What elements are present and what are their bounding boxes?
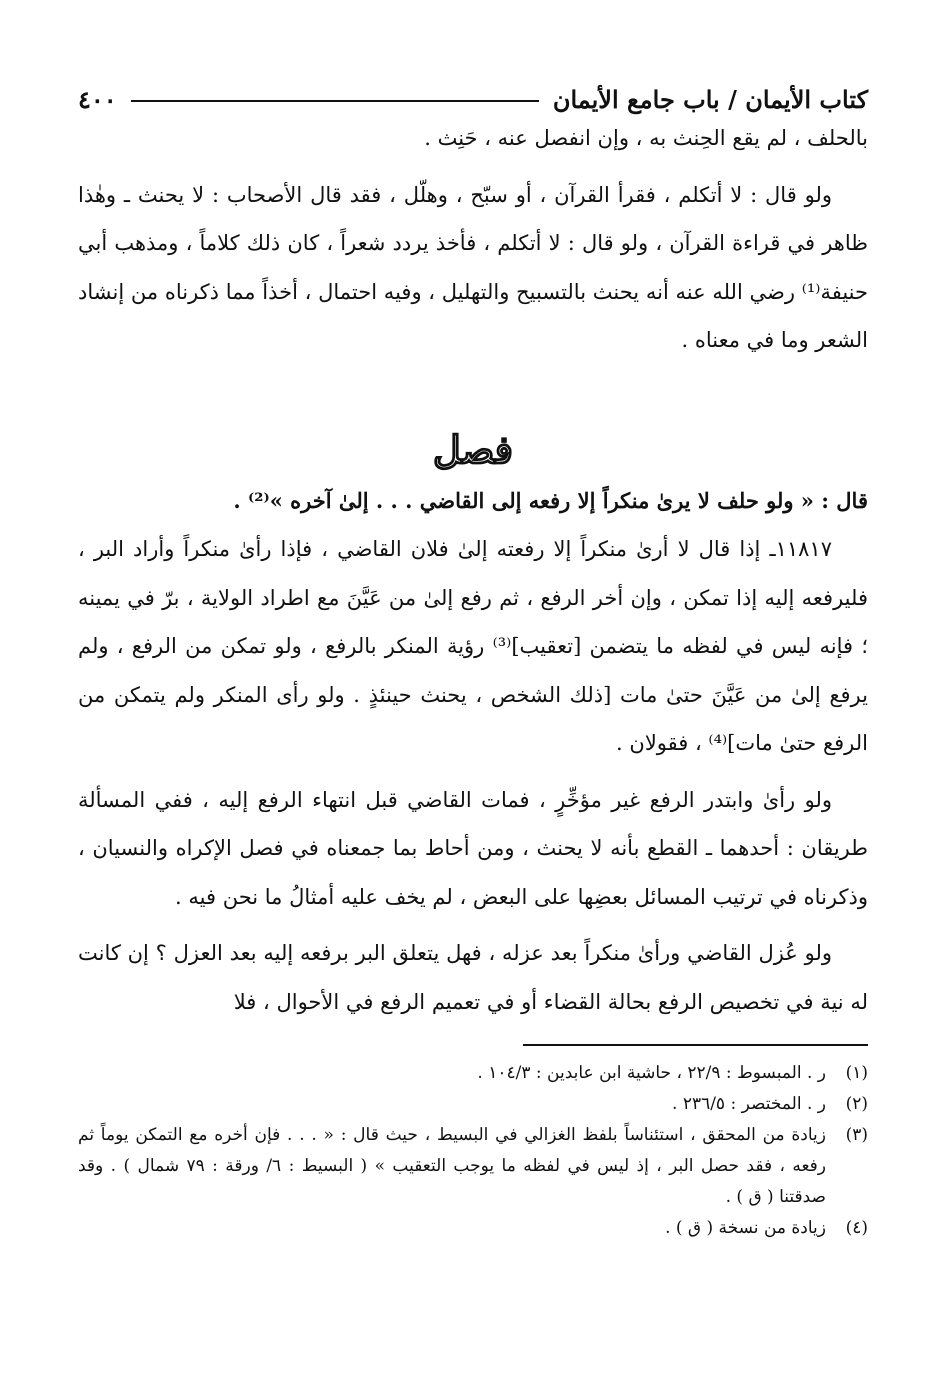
footnote-text: ر . المختصر : ٢٣٦/٥ .: [672, 1094, 826, 1114]
footnote-text: ر . المبسوط : ٢٢/٩ ، حاشية ابن عابدين : ١٠٤/٣ .: [477, 1063, 826, 1083]
footnote-number: (٤): [845, 1218, 868, 1238]
paragraph-1: بالحلف ، لم يقع الحِنث به ، وإن انفصل عنه ، حَنِث .: [424, 126, 868, 150]
footnote-number: (١): [845, 1063, 868, 1083]
paragraph-5: ولو عُزل القاضي ورأىٰ منكراً بعد عزله ، فهل يتعلق البر برفعه إليه بعد العزل ؟ إن كانت له نية في تخصيص الرفع بحالة القضاء أو في تعميم الرفع في الأحوال ، فلا: [78, 941, 868, 1014]
footnote-text: زيادة من نسخة ( ق ) .: [665, 1218, 826, 1238]
footnote-separator: [523, 1044, 868, 1046]
footnote-text: زيادة من المحقق ، استئناساً بلفظ الغزالي في البسيط ، حيث قال : « . . . فإن أخره مع التمكن يوماً ثم رفعه ، فقد حصل البر ، إذ ليس في لفظه ما يوجب التعقيب » ( البسيط : ٦/ ورقة : ٧٩ شمال ) . وقد صدقتنا ( ق ) .: [78, 1125, 826, 1207]
quoted-statement: قال : « ولو حلف لا يرىٰ منكراً إلا رفعه إلى القاضي . . . إلىٰ آخره »⁽²⁾ .: [233, 487, 868, 513]
header-rule: [131, 100, 539, 102]
fasl-calligraphy: [418, 423, 528, 477]
fasl-text: فصل: [433, 426, 513, 472]
footnote-3: [78, 1120, 868, 1213]
footnote-number: (٢): [845, 1094, 868, 1114]
footnote-4: [78, 1213, 868, 1244]
footnotes: [78, 1058, 868, 1244]
paragraph-4: ولو رأىٰ وابتدر الرفع غير مؤخِّرٍ ، فمات القاضي قبل انتهاء الرفع إليه ، ففي المسألة طريقان : أحدهما ـ القطع بأنه لا يحنث ، ومن أحاط بما جمعناه في فصل الإكراه والنسيان ، وذكرناه في ترتيب المسائل بعضِها على البعض ، لم يخف عليه أمثالُ ما نحن فيه .: [78, 787, 868, 909]
page-number: ٤٠٠: [78, 85, 117, 114]
book-page: [78, 72, 868, 1244]
paragraph-2: ولو قال : لا أتكلم ، فقرأ القرآن ، أو سبّح ، وهلّل ، فقد قال الأصحاب : لا يحنث ـ وهٰذا ظاهر في قراءة القرآن ، ولو قال : لا أتكلم ، فأخذ يردد شعراً ، كان ذلك كلاماً ، ومذهب أبي حنيفة⁽¹⁾ رضي الله عنه أنه يحنث بالتسبيح والتهليل ، وفيه احتمال ، أخذاً مما ذكرناه من إنشاد الشعر وما في معناه .: [78, 182, 868, 352]
header-title: كتاب الأيمان / باب جامع الأيمان: [552, 85, 868, 114]
footnote-number: (٣): [845, 1125, 868, 1145]
footnote-1: [78, 1058, 868, 1089]
paragraph-3: ١١٨١٧ـ إذا قال لا أرىٰ منكراً إلا رفعته إلىٰ فلان القاضي ، فإذا رأىٰ منكراً وأراد البر ، فليرفعه إليه إذا تمكن ، وإن أخر الرفع ، ثم رفع إلىٰ من عَيَّنَ مع اطراد الولاية ، برّ في يمينه ؛ فإنه ليس في لفظه ما يتضمن [تعقيب]⁽³⁾ رؤية المنكر بالرفع ، ولو تمكن من الرفع ، ولم يرفع إلىٰ من عَيَّنَ حتىٰ مات [ذلك الشخص ، يحنث حينئذٍ . ولو رأى المنكر ولم يتمكن من الرفع حتىٰ مات]⁽⁴⁾ ، فقولان .: [78, 537, 869, 755]
section-heading: [78, 423, 868, 477]
footnote-2: [78, 1089, 868, 1120]
running-header: [78, 72, 868, 114]
main-text: [78, 114, 868, 1026]
